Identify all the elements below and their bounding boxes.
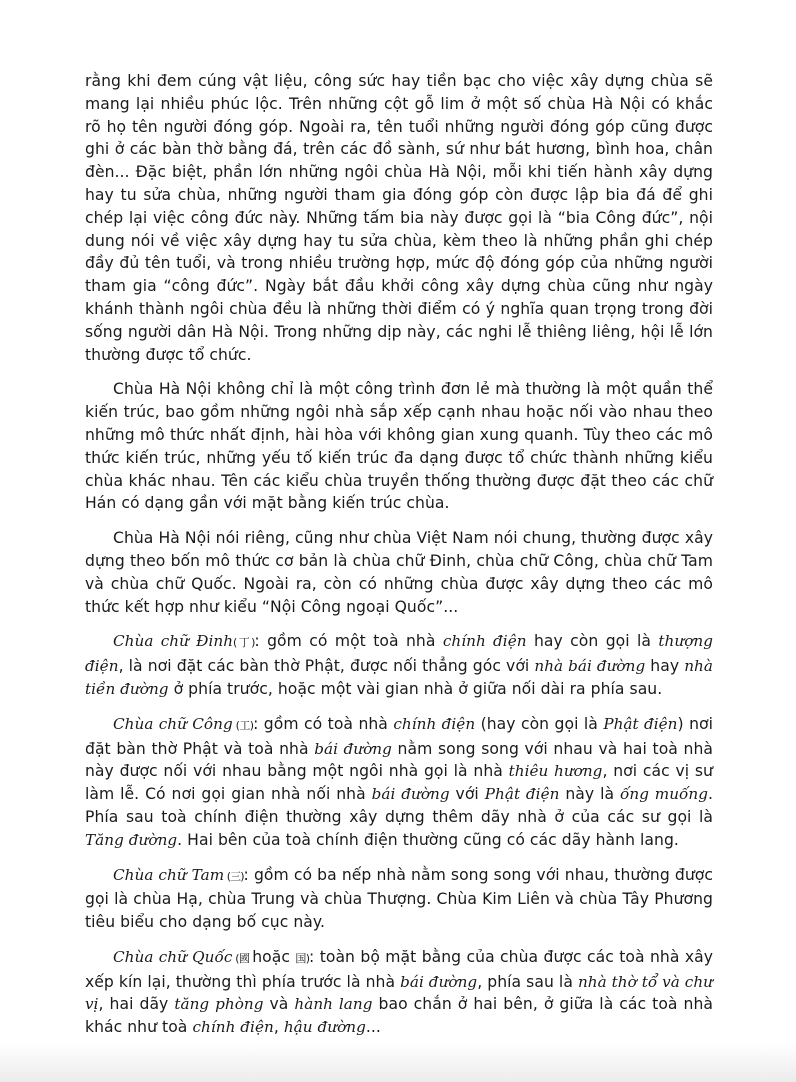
text-run: hay còn gọi là xyxy=(526,632,659,651)
text-run: Chùa Hà Nội nói riêng, cũng như chùa Việt Nam nói chung, thường được xây dựng theo bốn mô thức cơ bản là chùa chữ Đinh, chùa chữ Công, chùa chữ Tam và chùa chữ Quốc. Ngoài ra, còn có những chùa được xây dựng theo các mô thức kết hợp như kiểu “Nội Công ngoại Quốc”... xyxy=(85,529,713,616)
han-character: (丁) xyxy=(233,636,255,650)
italic-term: thượng điện xyxy=(85,632,713,676)
text-run: ở phía trước, hoặc một vài gian nhà ở giữa nối dài ra phía sau. xyxy=(168,679,663,698)
italic-term: Chùa chữ Công xyxy=(113,714,233,733)
text-run: : toàn bộ mặt bằng của chùa được các toà nhà xây xếp kín lại, thường thì phía trước là nhà xyxy=(85,947,713,991)
italic-term: bái đường xyxy=(400,972,478,991)
paragraph xyxy=(85,630,713,700)
italic-term: chính điện xyxy=(192,1018,274,1037)
text-run: ... xyxy=(365,1018,381,1037)
han-character: (國 xyxy=(232,951,253,965)
italic-term: Chùa chữ Tam xyxy=(113,865,225,884)
text-run: , phía sau là xyxy=(477,972,578,991)
italic-term: bái đường xyxy=(371,785,450,804)
italic-term: thiêu hương xyxy=(508,762,603,781)
text-run: ) nơi đặt bàn thờ Phật và toà nhà xyxy=(85,714,713,758)
italic-term: hậu đường xyxy=(283,1018,366,1037)
italic-term: Chùa chữ Đinh xyxy=(113,632,234,651)
text-run: : gồm có toà nhà xyxy=(253,714,394,733)
han-character: (工) xyxy=(232,718,254,732)
paragraph xyxy=(85,378,713,515)
text-run: : gồm có ba nếp nhà nằm song song với nhau, thường được gọi là chùa Hạ, chùa Trung và chùa Thượng. Chùa Kim Liên và chùa Tây Phương tiêu biểu cho dạng bố cục này. xyxy=(85,865,713,932)
italic-term: Phật điện xyxy=(603,714,678,733)
text-run: : gồm có một toà nhà xyxy=(254,632,443,651)
italic-term: ống muống xyxy=(620,785,708,804)
italic-term: nhà bái đường xyxy=(534,657,646,676)
italic-term: bái đường xyxy=(314,739,392,758)
paragraph xyxy=(85,713,713,852)
italic-term: hành lang xyxy=(294,995,373,1014)
italic-term: Phật điện xyxy=(484,785,560,804)
text-run: , hai dãy xyxy=(98,995,175,1014)
text-run: rằng khi đem cúng vật liệu, công sức hay tiền bạc cho việc xây dựng chùa sẽ mang lại nhiều phúc lộc. Trên những cột gỗ lim ở một số chùa Hà Nội có khắc rõ họ tên người đóng góp. Ngoài ra, tên tuổi những người đóng góp cũng được ghi ở các bàn thờ bằng đá, trên các đồ sành, sứ như bát hương, bình hoa, chân đèn... Đặc biệt, phần lớn những ngôi chùa Hà Nội, mỗi khi tiến hành xây dựng hay tu sửa chùa, những người tham gia đóng góp còn được lập bia đá để ghi chép lại việc công đức này. Những tấm bia này được gọi là “bia Công đức”, nội dung nói về việc xây dựng hay tu sửa chùa, kèm theo là những phần ghi chép đầy đủ tên tuổi, và trong nhiều trường hợp, mức độ đóng góp của những người tham gia “công đức”. Ngày bắt đầu khởi công xây dựng chùa cũng như ngày khánh thành ngôi chùa đều là những thời điểm có ý nghĩa quan trọng trong đời sống người dân Hà Nội. Trong những dịp này, các nghi lễ thiêng liêng, hội lễ lớn thường được tổ chức. xyxy=(85,72,713,364)
text-run: và xyxy=(263,995,295,1014)
paragraph xyxy=(85,527,713,618)
italic-term: nhà tiền đường xyxy=(85,657,713,698)
document-body xyxy=(85,70,713,1039)
italic-term: chính điện xyxy=(442,632,527,651)
text-run: nằm song song với nhau và hai toà nhà này được nối với nhau bằng một ngôi nhà gọi là nhà xyxy=(85,739,713,781)
text-run: hay xyxy=(645,657,685,676)
italic-term: tăng phòng xyxy=(174,995,264,1014)
text-run: . Hai bên của toà chính điện thường cũng có các dãy hành lang. xyxy=(177,830,679,849)
text-run: , xyxy=(273,1018,284,1037)
text-run: bao chắn ở hai bên, ở giữa là các toà nhà khác như toà xyxy=(85,995,714,1037)
italic-term: chính điện xyxy=(393,714,476,733)
paragraph xyxy=(85,864,713,934)
text-run: (hay còn gọi là xyxy=(475,714,604,733)
text-run: . Phía sau toà chính điện thường xây dựng thêm dãy nhà ở của các sư gọi là xyxy=(85,785,713,826)
text-run: , nơi các vị sư làm lễ. Có nơi gọi gian nhà nối nhà xyxy=(85,762,713,804)
text-run: , là nơi đặt các bàn thờ Phật, được nối thẳng góc với xyxy=(118,657,535,676)
paragraph xyxy=(85,946,713,1039)
text-run: này là xyxy=(559,785,621,804)
text-run: hoặc xyxy=(252,947,296,966)
italic-term: Chùa chữ Quốc xyxy=(113,947,233,966)
italic-term: Tăng đường xyxy=(85,830,178,849)
italic-term: nhà thờ tổ và chư vị xyxy=(85,972,714,1014)
han-character: 国) xyxy=(295,951,310,965)
paragraph xyxy=(85,70,713,366)
text-run: với xyxy=(449,785,485,804)
text-run: Chùa Hà Nội không chỉ là một công trình đơn lẻ mà thường là một quần thể kiến trúc, bao gồm những ngôi nhà sắp xếp cạnh nhau hoặc nối vào nhau theo những mô thức nhất định, hài hòa với không gian xung quanh. Tùy theo các mô thức kiến trúc, những yếu tố kiến trúc đa dạng được tổ chức thành những kiểu chùa khác nhau. Tên các kiểu chùa truyền thống thường được đặt theo các chữ Hán có dạng gần với mặt bằng kiến trúc chùa. xyxy=(85,380,713,513)
han-character: (三) xyxy=(224,869,244,883)
